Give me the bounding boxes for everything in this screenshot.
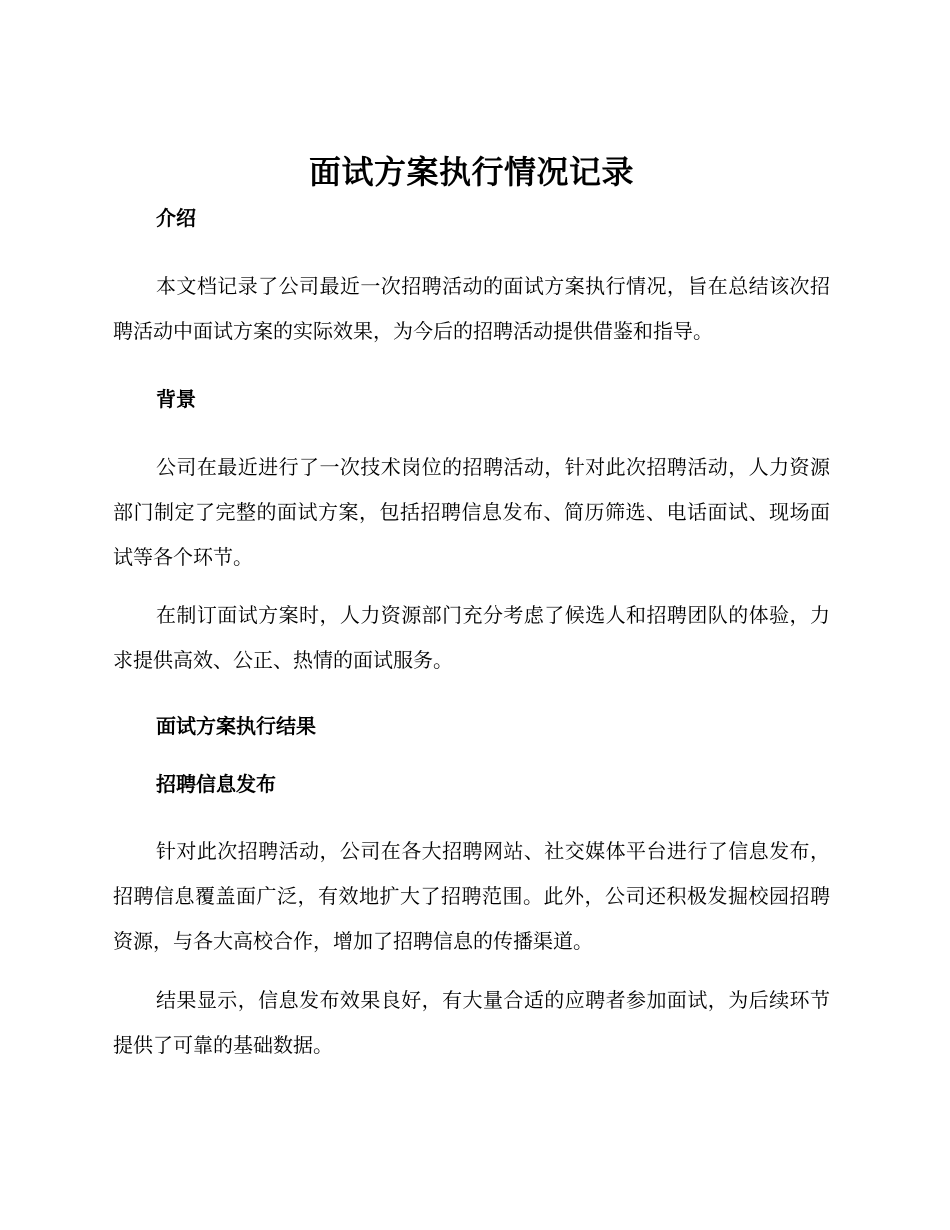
publishing-paragraph-1: 针对此次招聘活动，公司在各大招聘网站、社交媒体平台进行了信息发布，招聘信息覆盖面广泛，有效地扩大了招聘范围。此外，公司还积极发掘校园招聘资源，与各大高校合作，增加了招聘信息的传播渠道。 [113,839,830,953]
background-paragraph-1: 公司在最近进行了一次技术岗位的招聘活动，针对此次招聘活动，人力资源部门制定了完整的面试方案，包括招聘信息发布、简历筛选、电话面试、现场面试等各个环节。 [113,455,830,569]
document-title: 面试方案执行情况记录 [308,153,634,191]
background-paragraph-2: 在制订面试方案时，人力资源部门充分考虑了候选人和招聘团队的体验，力求提供高效、公正、热情的面试服务。 [113,603,830,672]
section-heading-results: 面试方案执行结果 [156,714,316,738]
section-heading-intro: 介绍 [156,206,196,230]
section-heading-publishing: 招聘信息发布 [156,772,276,796]
intro-paragraph: 本文档记录了公司最近一次招聘活动的面试方案执行情况，旨在总结该次招聘活动中面试方案的实际效果，为今后的招聘活动提供借鉴和指导。 [113,274,830,343]
publishing-paragraph-2: 结果显示，信息发布效果良好，有大量合适的应聘者参加面试，为后续环节提供了可靠的基础数据。 [113,988,830,1057]
section-heading-background: 背景 [156,387,196,411]
